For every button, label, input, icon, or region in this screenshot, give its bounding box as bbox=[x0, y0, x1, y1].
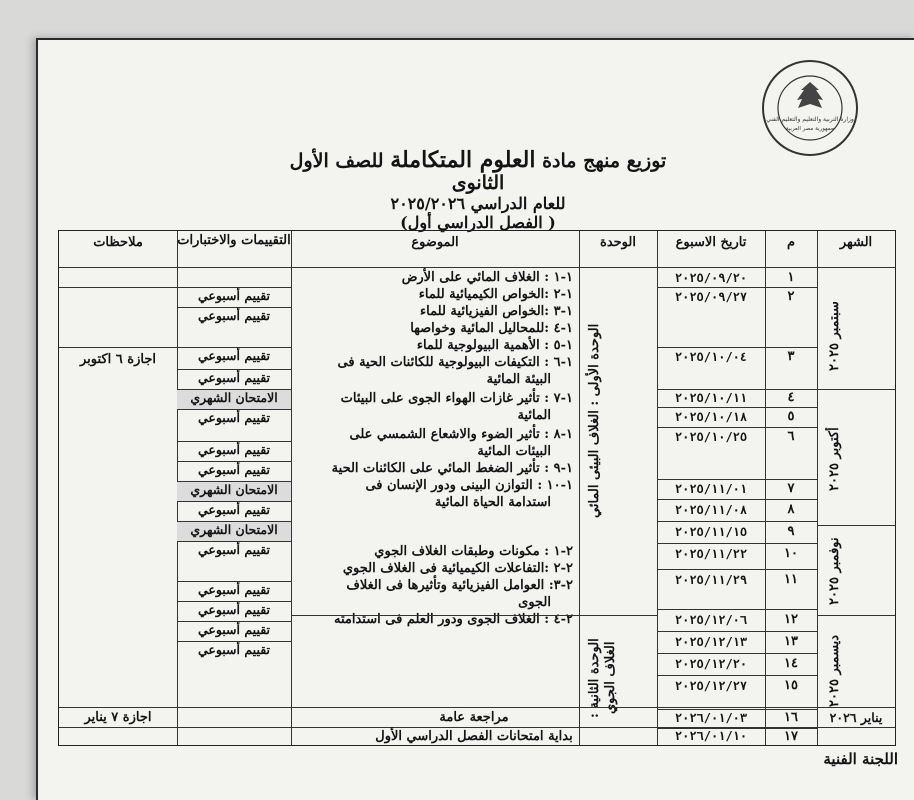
topic-item: ٢-٢ :التفاعلات الكيميائية فى الغلاف الجوي bbox=[342, 561, 573, 576]
technical-committee: اللجنة الفنية bbox=[823, 750, 898, 768]
title-subject: العلوم المتكاملة bbox=[390, 147, 536, 173]
week-date: ٢٠٢٥/١٠/١٨ bbox=[674, 410, 748, 424]
topic-item: البيئات المائية bbox=[477, 444, 551, 459]
topic-item: ١-٨ : تأثير الضوء والاشعاع الشمسي على bbox=[349, 427, 573, 442]
document-footer bbox=[78, 748, 898, 798]
topic-item: ٢-١ : مكونات وطبقات الغلاف الجوي bbox=[374, 544, 573, 559]
month-november: نوفمبر ٢٠٢٥ bbox=[827, 537, 842, 605]
col-header-notes: ملاحظات bbox=[93, 235, 143, 250]
term-line: ( الفصل الدراسي أول) bbox=[400, 212, 556, 232]
page-title bbox=[278, 148, 678, 195]
week-date: ٢٠٢٥/١١/٢٩ bbox=[674, 573, 748, 587]
unit-one: الوحدة الأولى : الغلاف البيئى المائي bbox=[587, 323, 602, 519]
topic-item: الجوى bbox=[518, 595, 551, 610]
monthly-exam: الامتحان الشهري bbox=[177, 521, 291, 541]
document-header bbox=[278, 148, 678, 232]
topic-item: ١-٩ : تأثير الضغط المائي على الكائنات الحية bbox=[331, 461, 573, 476]
topic-item: ١-٣ :الخواص الفيزيائية للماء bbox=[420, 304, 573, 319]
exams-start: بداية امتحانات الفصل الدراسي الأول bbox=[375, 729, 573, 744]
note-january-holiday: اجازة ٧ يناير bbox=[84, 710, 152, 725]
topic-item: المائية bbox=[517, 408, 551, 423]
week-date: ٢٠٢٦/٠١/٠٣ bbox=[674, 711, 748, 725]
topic-item: استدامة الحياة المائية bbox=[434, 495, 551, 510]
week-number: ٩ bbox=[787, 524, 795, 539]
week-date: ٢٠٢٥/١٢/٢٧ bbox=[674, 679, 748, 693]
col-header-m: م bbox=[786, 235, 796, 250]
week-number: ١١ bbox=[784, 572, 798, 587]
week-date: ٢٠٢٥/١١/٠٨ bbox=[674, 503, 748, 517]
title-post: للصف الأول الثانوى bbox=[289, 150, 505, 195]
week-date: ٢٠٢٥/١١/١٥ bbox=[674, 525, 748, 539]
week-number: ١٠ bbox=[784, 546, 798, 561]
topics-list bbox=[291, 269, 579, 709]
week-number: ٦ bbox=[787, 429, 795, 444]
curriculum-table bbox=[58, 230, 896, 746]
month-january: يناير ٢٠٢٦ bbox=[829, 710, 883, 725]
month-september: سبتمبر ٢٠٢٥ bbox=[827, 301, 842, 371]
col-header-unit: الوحدة bbox=[600, 235, 636, 250]
topic-item: ١-٦ : التكيفات البيولوجية للكائنات الحية فى bbox=[337, 355, 573, 370]
week-number: ١٤ bbox=[784, 656, 798, 671]
general-review: مراجعة عامة bbox=[439, 710, 509, 725]
seal-bottom-text: جمهورية مصر العربية bbox=[785, 126, 835, 132]
week-number: ٢ bbox=[787, 289, 795, 304]
topic-item: ١-١ : الغلاف المائي على الأرض bbox=[401, 270, 573, 285]
week-date: ٢٠٢٥/١٢/٠٦ bbox=[674, 613, 748, 627]
week-date: ٢٠٢٥/١٠/٠٤ bbox=[674, 350, 748, 364]
week-number: ٥ bbox=[787, 409, 795, 424]
unit-two: الوحدة الثانية : الغلاف الجوي bbox=[587, 638, 618, 718]
year-line: للعام الدراسي ٢٠٢٥/٢٠٢٦ bbox=[390, 194, 566, 214]
weekly-assessment: تقييم أسبوعي bbox=[197, 410, 271, 425]
weekly-assessment: تقييم أسبوعي bbox=[197, 348, 271, 363]
topic-item: ٢-٣: العوامل الفيزيائية وتأثيرها فى الغلاف bbox=[346, 578, 573, 593]
weekly-assessment: تقييم أسبوعي bbox=[197, 642, 271, 657]
weekly-assessment: تقييم أسبوعي bbox=[197, 308, 271, 323]
week-date: ٢٠٢٥/١١/٢٢ bbox=[674, 547, 748, 561]
weekly-assessment: تقييم أسبوعي bbox=[197, 602, 271, 617]
ministry-seal-icon bbox=[760, 58, 860, 158]
weekly-assessment: تقييم أسبوعي bbox=[197, 462, 271, 477]
document-sheet bbox=[36, 38, 914, 800]
week-date: ٢٠٢٥/١٠/٢٥ bbox=[674, 430, 748, 444]
week-number: ٤ bbox=[787, 390, 795, 405]
month-october: أكتوبر ٢٠٢٥ bbox=[827, 427, 842, 491]
title-pre: توزيع منهج مادة bbox=[542, 150, 667, 172]
col-header-assessments: التقييمات والاختبارات bbox=[177, 233, 291, 248]
week-date: ٢٠٢٦/٠١/١٠ bbox=[674, 729, 748, 743]
week-number: ١ bbox=[787, 270, 795, 285]
weekly-assessment: تقييم أسبوعي bbox=[197, 622, 271, 637]
topic-item: ١-٥ : الأهمية البيولوجية للماء bbox=[416, 338, 573, 353]
svg-text:MINISTRY OF EDUCATION AND TECH bbox=[760, 58, 764, 60]
seal-ring-text bbox=[760, 58, 764, 60]
week-number: ١٥ bbox=[784, 678, 798, 693]
week-date: ٢٠٢٥/١٢/٢٠ bbox=[674, 657, 748, 671]
week-date: ٢٠٢٥/١١/٠١ bbox=[674, 482, 748, 496]
week-date: ٢٠٢٥/١٠/١١ bbox=[674, 391, 748, 405]
week-number: ١٧ bbox=[784, 729, 798, 744]
note-october-holiday: اجازة ٦ اكتوبر bbox=[80, 352, 156, 367]
topic-item: ١-١٠ : التوازن البينى ودور الإنسان فى bbox=[365, 478, 573, 493]
week-number: ٨ bbox=[787, 502, 795, 517]
weekly-assessment: تقييم أسبوعي bbox=[197, 288, 271, 303]
col-header-week-date: تاريخ الاسبوع bbox=[675, 235, 747, 250]
weekly-assessment: تقييم أسبوعي bbox=[197, 542, 271, 557]
weekly-assessment: تقييم أسبوعي bbox=[197, 582, 271, 597]
monthly-exam: الامتحان الشهري bbox=[177, 389, 291, 409]
week-number: ١٣ bbox=[784, 634, 798, 649]
col-header-topic: الموضوع bbox=[411, 235, 459, 250]
week-number: ٧ bbox=[787, 481, 795, 496]
topic-item: ١-٧ : تأثير غازات الهواء الجوى على البيئات bbox=[340, 391, 573, 406]
week-date: ٢٠٢٥/٠٩/٢٧ bbox=[674, 290, 748, 304]
topic-item: ١-٢ :الخواص الكيميائية للماء bbox=[418, 287, 573, 302]
week-number: ٣ bbox=[787, 349, 795, 364]
topic-item: ١-٤ :للمحاليل المائية وخواصها bbox=[410, 321, 573, 336]
week-date: ٢٠٢٥/١٢/١٣ bbox=[674, 635, 748, 649]
weekly-assessment: تقييم أسبوعي bbox=[197, 442, 271, 457]
weekly-assessment: تقييم أسبوعي bbox=[197, 370, 271, 385]
weekly-assessment: تقييم أسبوعي bbox=[197, 502, 271, 517]
month-december: ديسمبر ٢٠٢٥ bbox=[827, 634, 842, 708]
topic-item: البيئة المائية bbox=[486, 372, 551, 387]
col-header-month: الشهر bbox=[839, 235, 873, 250]
week-number: ١٦ bbox=[784, 710, 798, 725]
seal-inner-text: وزارة التربية والتعليم والتعليم الفني bbox=[766, 116, 854, 123]
topic-item: ٢-٤ : الغلاف الجوى ودور العلم فى استدامته bbox=[334, 612, 573, 627]
monthly-exam: الامتحان الشهري bbox=[177, 481, 291, 501]
week-date: ٢٠٢٥/٠٩/٢٠ bbox=[674, 271, 748, 285]
week-number: ١٢ bbox=[784, 612, 798, 627]
